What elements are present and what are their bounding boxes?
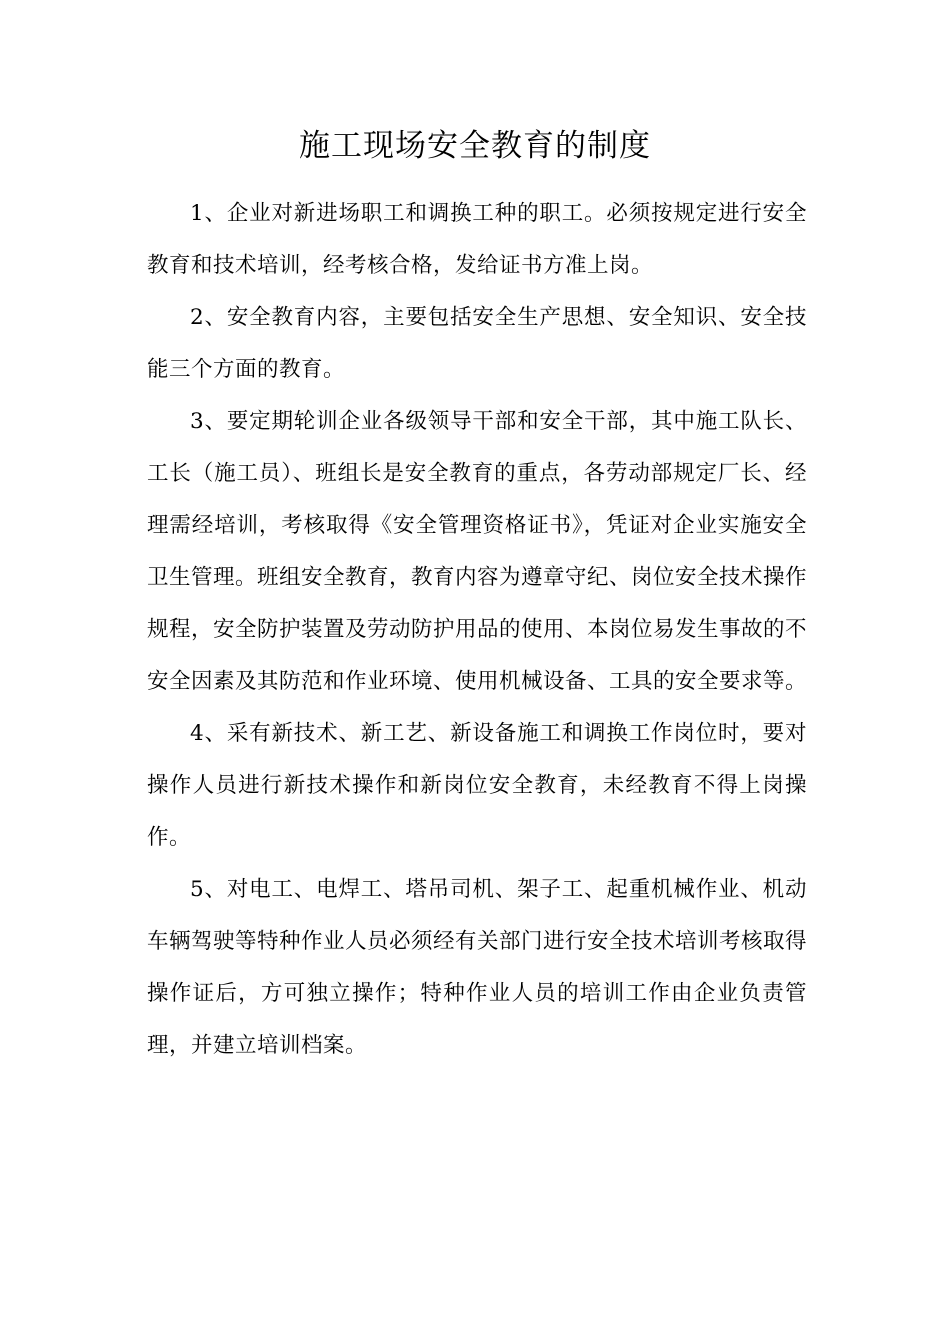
page-title: 施工现场安全教育的制度 [299, 128, 651, 164]
paragraph-1: 1、企业对新进场职工和调换工种的职工。必须按规定进行安全教育和技术培训，经考核合格，发给证书方准上岗。 [147, 201, 807, 278]
paragraph-4: 4、采有新技术、新工艺、新设备施工和调换工作岗位时，要对操作人员进行新技术操作和新岗位安全教育，未经教育不得上岗操作。 [147, 721, 807, 850]
paragraph-2: 2、安全教育内容，主要包括安全生产思想、安全知识、安全技能三个方面的教育。 [147, 305, 807, 382]
paragraph-5: 5、对电工、电焊工、塔吊司机、架子工、起重机械作业、机动车辆驾驶等特种作业人员必须经有关部门进行安全技术培训考核取得操作证后，方可独立操作；特种作业人员的培训工作由企业负责管理，并建立培训档案。 [147, 877, 808, 1058]
paragraph-3: 3、要定期轮训企业各级领导干部和安全干部，其中施工队长、工长（施工员）、班组长是安全教育的重点，各劳动部规定厂长、经理需经培训，考核取得《安全管理资格证书》，凭证对企业实施安全卫生管理。班组安全教育，教育内容为遵章守纪、岗位安全技术操作规程，安全防护装置及劳动防护用品的使用、本岗位易发生事故的不安全因素及其防范和作业环境、使用机械设备、工具的安全要求等。 [147, 409, 808, 694]
document-body [147, 188, 807, 1072]
